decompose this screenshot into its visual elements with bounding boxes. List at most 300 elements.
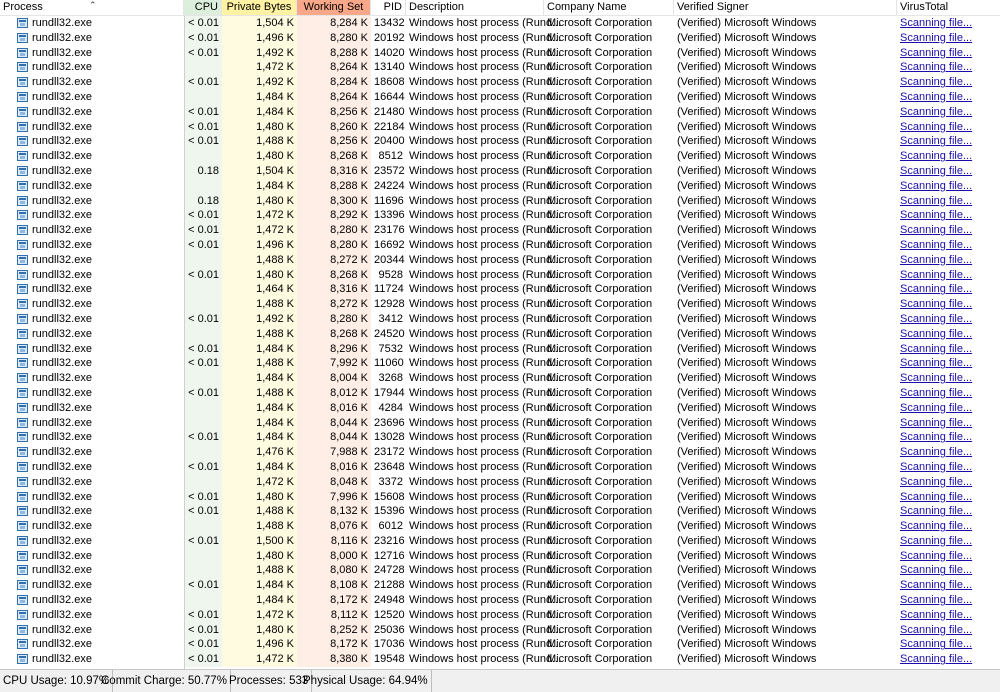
description-cell: Windows host process (Rund... — [409, 209, 562, 222]
description-cell: Windows host process (Rund... — [409, 327, 562, 340]
working-set-cell: 8,316 K — [297, 282, 371, 297]
private-bytes-cell: 1,476 K — [222, 445, 297, 460]
pid-cell: 14020 — [374, 46, 405, 59]
description-cell: Windows host process (Rund... — [409, 298, 562, 311]
working-set-cell: 8,268 K — [297, 149, 371, 164]
verified-signer-cell: (Verified) Microsoft Windows — [677, 653, 817, 666]
process-name-cell: rundll32.exe — [32, 268, 92, 281]
virustotal-cell — [897, 652, 1000, 667]
private-bytes-cell: 1,488 K — [222, 504, 297, 519]
private-bytes-cell: 1,484 K — [222, 90, 297, 105]
description-cell: Windows host process (Rund... — [409, 564, 562, 577]
pid-cell: 20192 — [374, 31, 405, 44]
virustotal-link[interactable]: Scanning file... — [900, 46, 973, 59]
virustotal-link[interactable]: Scanning file... — [900, 386, 973, 399]
private-bytes-cell: 1,480 K — [222, 194, 297, 209]
working-set-cell: 8,016 K — [297, 460, 371, 475]
table-row[interactable] — [0, 549, 1000, 564]
cpu-cell: < 0.01 — [184, 31, 222, 46]
working-set-cell: 8,132 K — [297, 504, 371, 519]
virustotal-link[interactable]: Scanning file... — [900, 268, 973, 281]
virustotal-cell — [897, 238, 1000, 253]
table-row[interactable] — [0, 31, 1000, 46]
table-row[interactable] — [0, 179, 1000, 194]
status-processes: Processes: 533 — [226, 670, 312, 692]
working-set-cell: 8,252 K — [297, 623, 371, 638]
cpu-cell — [184, 327, 222, 342]
private-bytes-cell: 1,484 K — [222, 179, 297, 194]
verified-signer-cell: (Verified) Microsoft Windows — [677, 209, 817, 222]
verified-signer-cell: (Verified) Microsoft Windows — [677, 431, 817, 444]
virustotal-link[interactable]: Scanning file... — [900, 608, 973, 621]
verified-signer-cell: (Verified) Microsoft Windows — [677, 105, 817, 118]
verified-signer-cell: (Verified) Microsoft Windows — [677, 357, 817, 370]
pid-cell: 17944 — [374, 386, 405, 399]
cpu-cell — [184, 519, 222, 534]
table-row[interactable] — [0, 401, 1000, 416]
description-cell: Windows host process (Rund... — [409, 342, 562, 355]
virustotal-link[interactable]: Scanning file... — [900, 460, 973, 473]
pid-cell: 25036 — [374, 623, 405, 636]
virustotal-link[interactable]: Scanning file... — [900, 238, 973, 251]
working-set-cell: 8,280 K — [297, 223, 371, 238]
private-bytes-cell: 1,480 K — [222, 490, 297, 505]
cpu-cell: < 0.01 — [184, 223, 222, 238]
working-set-cell: 8,256 K — [297, 134, 371, 149]
process-name-cell: rundll32.exe — [32, 638, 92, 651]
cpu-cell — [184, 445, 222, 460]
column-header-verified-signer[interactable]: Verified Signer — [674, 0, 897, 15]
cpu-cell: < 0.01 — [184, 578, 222, 593]
cpu-cell: < 0.01 — [184, 460, 222, 475]
table-row[interactable] — [0, 475, 1000, 490]
cpu-cell: < 0.01 — [184, 268, 222, 283]
description-cell: Windows host process (Rund... — [409, 46, 562, 59]
column-header-bar — [0, 0, 1000, 16]
private-bytes-cell: 1,472 K — [222, 475, 297, 490]
verified-signer-cell: (Verified) Microsoft Windows — [677, 386, 817, 399]
cpu-cell: < 0.01 — [184, 342, 222, 357]
pid-cell: 24948 — [374, 594, 405, 607]
working-set-cell: 8,256 K — [297, 105, 371, 120]
table-row[interactable] — [0, 652, 1000, 667]
cpu-cell: < 0.01 — [184, 534, 222, 549]
table-row[interactable] — [0, 312, 1000, 327]
table-row[interactable] — [0, 504, 1000, 519]
table-row[interactable] — [0, 46, 1000, 61]
virustotal-link[interactable]: Scanning file... — [900, 120, 973, 133]
virustotal-link[interactable]: Scanning file... — [900, 135, 973, 148]
private-bytes-cell: 1,488 K — [222, 356, 297, 371]
verified-signer-cell: (Verified) Microsoft Windows — [677, 312, 817, 325]
company-cell: Microsoft Corporation — [547, 298, 653, 311]
working-set-cell: 8,272 K — [297, 297, 371, 312]
working-set-cell: 8,296 K — [297, 342, 371, 357]
process-name-cell: rundll32.exe — [32, 490, 92, 503]
cpu-cell — [184, 593, 222, 608]
company-cell: Microsoft Corporation — [547, 549, 653, 562]
status-commit-charge: Commit Charge: 50.77% — [98, 670, 231, 692]
virustotal-link[interactable]: Scanning file... — [900, 534, 973, 547]
table-row[interactable] — [0, 608, 1000, 623]
company-cell: Microsoft Corporation — [547, 76, 653, 89]
process-name-cell: rundll32.exe — [32, 431, 92, 444]
working-set-cell: 8,116 K — [297, 534, 371, 549]
private-bytes-cell: 1,472 K — [222, 608, 297, 623]
company-cell: Microsoft Corporation — [547, 564, 653, 577]
virustotal-link[interactable]: Scanning file... — [900, 105, 973, 118]
table-row[interactable] — [0, 297, 1000, 312]
verified-signer-cell: (Verified) Microsoft Windows — [677, 475, 817, 488]
virustotal-link[interactable]: Scanning file... — [900, 327, 973, 340]
description-cell: Windows host process (Rund... — [409, 312, 562, 325]
description-cell: Windows host process (Rund... — [409, 490, 562, 503]
description-cell: Windows host process (Rund... — [409, 416, 562, 429]
process-name-cell: rundll32.exe — [32, 17, 92, 29]
private-bytes-cell: 1,504 K — [222, 16, 297, 31]
pid-cell: 23696 — [374, 416, 405, 429]
virustotal-cell — [897, 504, 1000, 519]
private-bytes-cell: 1,472 K — [222, 208, 297, 223]
process-name-cell: rundll32.exe — [32, 460, 92, 473]
status-bar — [0, 669, 1000, 692]
pid-cell: 16644 — [374, 90, 405, 103]
company-cell: Microsoft Corporation — [547, 638, 653, 651]
description-cell: Windows host process (Rund... — [409, 76, 562, 89]
table-row[interactable] — [0, 120, 1000, 135]
virustotal-link[interactable]: Scanning file... — [900, 209, 973, 222]
virustotal-cell — [897, 563, 1000, 578]
working-set-cell: 8,260 K — [297, 120, 371, 135]
virustotal-link[interactable]: Scanning file... — [900, 150, 973, 163]
pid-cell: 7532 — [378, 342, 403, 355]
private-bytes-cell: 1,488 K — [222, 519, 297, 534]
table-row[interactable] — [0, 623, 1000, 638]
verified-signer-cell: (Verified) Microsoft Windows — [677, 17, 817, 29]
description-cell: Windows host process (Rund... — [409, 17, 562, 29]
table-row[interactable] — [0, 430, 1000, 445]
virustotal-link[interactable]: Scanning file... — [900, 446, 973, 459]
working-set-cell: 8,108 K — [297, 578, 371, 593]
virustotal-link[interactable]: Scanning file... — [900, 564, 973, 577]
verified-signer-cell: (Verified) Microsoft Windows — [677, 120, 817, 133]
private-bytes-cell: 1,480 K — [222, 549, 297, 564]
table-row[interactable] — [0, 238, 1000, 253]
pid-cell: 23648 — [374, 460, 405, 473]
table-row[interactable] — [0, 519, 1000, 534]
company-cell: Microsoft Corporation — [547, 268, 653, 281]
description-cell: Windows host process (Rund... — [409, 505, 562, 518]
virustotal-link[interactable]: Scanning file... — [900, 416, 973, 429]
table-row[interactable] — [0, 149, 1000, 164]
process-name-cell: rundll32.exe — [32, 61, 92, 74]
table-row[interactable] — [0, 134, 1000, 149]
description-cell: Windows host process (Rund... — [409, 446, 562, 459]
process-name-cell: rundll32.exe — [32, 623, 92, 636]
virustotal-link[interactable]: Scanning file... — [900, 490, 973, 503]
process-name-cell: rundll32.exe — [32, 209, 92, 222]
column-header-virustotal[interactable]: VirusTotal — [900, 1, 949, 13]
pid-cell: 11060 — [374, 357, 404, 370]
pid-cell: 6012 — [378, 520, 403, 533]
process-name-cell: rundll32.exe — [32, 120, 92, 133]
company-cell: Microsoft Corporation — [547, 135, 653, 148]
table-row[interactable] — [0, 386, 1000, 401]
private-bytes-cell: 1,496 K — [222, 637, 297, 652]
table-row[interactable] — [0, 268, 1000, 283]
cpu-cell — [184, 401, 222, 416]
pid-cell: 18608 — [374, 76, 405, 89]
verified-signer-cell: (Verified) Microsoft Windows — [677, 564, 817, 577]
virustotal-link[interactable]: Scanning file... — [900, 179, 973, 192]
virustotal-link[interactable]: Scanning file... — [900, 431, 973, 444]
pid-cell: 17036 — [374, 638, 405, 651]
pid-cell: 24224 — [374, 179, 405, 192]
company-cell: Microsoft Corporation — [547, 105, 653, 118]
virustotal-cell — [897, 194, 1000, 209]
virustotal-link[interactable]: Scanning file... — [900, 312, 973, 325]
working-set-cell: 8,012 K — [297, 386, 371, 401]
table-row[interactable] — [0, 223, 1000, 238]
cpu-cell — [184, 90, 222, 105]
table-row[interactable] — [0, 637, 1000, 652]
process-name-cell: rundll32.exe — [32, 283, 92, 296]
cpu-cell: < 0.01 — [184, 430, 222, 445]
table-row[interactable] — [0, 534, 1000, 549]
description-cell: Windows host process (Rund... — [409, 120, 562, 133]
column-header-private-bytes[interactable]: Private Bytes — [222, 0, 297, 15]
table-row[interactable] — [0, 460, 1000, 475]
cpu-cell: < 0.01 — [184, 134, 222, 149]
private-bytes-cell: 1,488 K — [222, 386, 297, 401]
process-name-cell: rundll32.exe — [32, 446, 92, 459]
pid-cell: 21480 — [374, 105, 405, 118]
table-row[interactable] — [0, 194, 1000, 209]
table-row[interactable] — [0, 282, 1000, 297]
working-set-cell: 8,280 K — [297, 31, 371, 46]
status-physical-usage: Physical Usage: 64.94% — [300, 670, 432, 692]
description-cell: Windows host process (Rund... — [409, 638, 562, 651]
verified-signer-cell: (Verified) Microsoft Windows — [677, 238, 817, 251]
virustotal-link[interactable]: Scanning file... — [900, 61, 973, 74]
company-cell: Microsoft Corporation — [547, 164, 653, 177]
process-name-cell: rundll32.exe — [32, 653, 92, 666]
cpu-cell: < 0.01 — [184, 208, 222, 223]
private-bytes-cell: 1,484 K — [222, 593, 297, 608]
virustotal-cell — [897, 105, 1000, 120]
virustotal-link[interactable]: Scanning file... — [900, 224, 973, 237]
company-cell: Microsoft Corporation — [547, 194, 653, 207]
company-cell: Microsoft Corporation — [547, 579, 653, 592]
table-row[interactable] — [0, 16, 1000, 31]
virustotal-cell — [897, 134, 1000, 149]
virustotal-cell — [897, 46, 1000, 61]
status-cpu-usage: CPU Usage: 10.97% — [0, 670, 113, 692]
virustotal-link[interactable]: Scanning file... — [900, 372, 973, 385]
virustotal-link[interactable]: Scanning file... — [900, 31, 973, 44]
cpu-cell: < 0.01 — [184, 623, 222, 638]
company-cell: Microsoft Corporation — [547, 401, 653, 414]
virustotal-link[interactable]: Scanning file... — [900, 194, 973, 207]
process-name-cell: rundll32.exe — [32, 90, 92, 103]
column-header-working-set[interactable]: Working Set — [297, 0, 371, 15]
verified-signer-cell: (Verified) Microsoft Windows — [677, 61, 817, 74]
process-name-cell: rundll32.exe — [32, 253, 92, 266]
column-header-company[interactable]: Company Name — [544, 0, 674, 15]
verified-signer-cell: (Verified) Microsoft Windows — [677, 416, 817, 429]
table-row[interactable] — [0, 60, 1000, 75]
table-row[interactable] — [0, 563, 1000, 578]
virustotal-link[interactable]: Scanning file... — [900, 638, 973, 651]
company-cell: Microsoft Corporation — [547, 61, 653, 74]
private-bytes-cell: 1,472 K — [222, 223, 297, 238]
private-bytes-cell: 1,484 K — [222, 416, 297, 431]
pid-cell: 23572 — [374, 164, 405, 177]
working-set-cell: 8,076 K — [297, 519, 371, 534]
virustotal-cell — [897, 475, 1000, 490]
virustotal-link[interactable]: Scanning file... — [900, 298, 973, 311]
pid-cell: 13432 — [374, 17, 405, 29]
cpu-cell: < 0.01 — [184, 312, 222, 327]
pid-cell: 13028 — [374, 431, 405, 444]
cpu-cell — [184, 549, 222, 564]
description-cell: Windows host process (Rund... — [409, 164, 562, 177]
column-header-description[interactable]: Description — [406, 0, 544, 15]
process-name-cell: rundll32.exe — [32, 608, 92, 621]
company-cell: Microsoft Corporation — [547, 431, 653, 444]
virustotal-link[interactable]: Scanning file... — [900, 357, 973, 370]
description-cell: Windows host process (Rund... — [409, 105, 562, 118]
description-cell: Windows host process (Rund... — [409, 475, 562, 488]
company-cell: Microsoft Corporation — [547, 342, 653, 355]
virustotal-link[interactable]: Scanning file... — [900, 283, 973, 296]
table-row[interactable] — [0, 327, 1000, 342]
virustotal-link[interactable]: Scanning file... — [900, 475, 973, 488]
process-name-cell: rundll32.exe — [32, 194, 92, 207]
process-name-cell: rundll32.exe — [32, 224, 92, 237]
table-row[interactable] — [0, 356, 1000, 371]
table-row[interactable] — [0, 105, 1000, 120]
process-name-cell: rundll32.exe — [32, 520, 92, 533]
virustotal-link[interactable]: Scanning file... — [900, 520, 973, 533]
virustotal-cell — [897, 490, 1000, 505]
table-row[interactable] — [0, 253, 1000, 268]
working-set-cell: 8,044 K — [297, 430, 371, 445]
sort-up-icon: ⌃ — [89, 0, 97, 10]
virustotal-link[interactable]: Scanning file... — [900, 623, 973, 636]
table-row[interactable] — [0, 371, 1000, 386]
company-cell: Microsoft Corporation — [547, 446, 653, 459]
virustotal-link[interactable]: Scanning file... — [900, 653, 973, 666]
pid-cell: 23176 — [374, 224, 405, 237]
company-cell: Microsoft Corporation — [547, 238, 653, 251]
company-cell: Microsoft Corporation — [547, 475, 653, 488]
private-bytes-cell: 1,488 K — [222, 297, 297, 312]
table-row[interactable] — [0, 593, 1000, 608]
column-header-pid[interactable]: PID — [371, 0, 406, 15]
working-set-cell: 8,272 K — [297, 253, 371, 268]
cpu-cell: < 0.01 — [184, 608, 222, 623]
virustotal-cell — [897, 386, 1000, 401]
pid-cell: 19548 — [374, 653, 405, 666]
private-bytes-cell: 1,484 K — [222, 371, 297, 386]
virustotal-link[interactable]: Scanning file... — [900, 164, 973, 177]
virustotal-link[interactable]: Scanning file... — [900, 594, 973, 607]
virustotal-link[interactable]: Scanning file... — [900, 401, 973, 414]
virustotal-cell — [897, 445, 1000, 460]
cpu-cell — [184, 179, 222, 194]
working-set-cell: 8,000 K — [297, 549, 371, 564]
verified-signer-cell: (Verified) Microsoft Windows — [677, 46, 817, 59]
column-header-cpu[interactable]: CPU — [184, 0, 222, 15]
pid-cell: 11724 — [374, 283, 404, 296]
virustotal-link[interactable]: Scanning file... — [900, 342, 973, 355]
table-row[interactable] — [0, 164, 1000, 179]
cpu-cell: < 0.01 — [184, 356, 222, 371]
table-row[interactable] — [0, 445, 1000, 460]
working-set-cell: 8,316 K — [297, 164, 371, 179]
virustotal-cell — [897, 120, 1000, 135]
working-set-cell: 8,004 K — [297, 371, 371, 386]
process-name-cell: rundll32.exe — [32, 46, 92, 59]
private-bytes-cell: 1,488 K — [222, 327, 297, 342]
column-header-process[interactable]: Process ⌃ — [0, 0, 184, 15]
description-cell: Windows host process (Rund... — [409, 135, 562, 148]
virustotal-link[interactable]: Scanning file... — [900, 549, 973, 562]
verified-signer-cell: (Verified) Microsoft Windows — [677, 490, 817, 503]
table-row[interactable] — [0, 342, 1000, 357]
table-row[interactable] — [0, 490, 1000, 505]
process-name-cell: rundll32.exe — [32, 135, 92, 148]
virustotal-link[interactable]: Scanning file... — [900, 579, 973, 592]
process-name-cell: rundll32.exe — [32, 238, 92, 251]
process-name-cell: rundll32.exe — [32, 31, 92, 44]
virustotal-cell — [897, 578, 1000, 593]
table-row[interactable] — [0, 416, 1000, 431]
process-name-cell: rundll32.exe — [32, 475, 92, 488]
virustotal-link[interactable]: Scanning file... — [900, 253, 973, 266]
process-name-cell: rundll32.exe — [32, 105, 92, 118]
table-row[interactable] — [0, 90, 1000, 105]
verified-signer-cell: (Verified) Microsoft Windows — [677, 638, 817, 651]
virustotal-cell — [897, 208, 1000, 223]
description-cell: Windows host process (Rund... — [409, 608, 562, 621]
verified-signer-cell: (Verified) Microsoft Windows — [677, 579, 817, 592]
virustotal-cell — [897, 623, 1000, 638]
process-name-cell: rundll32.exe — [32, 534, 92, 547]
cpu-cell: < 0.01 — [184, 75, 222, 90]
virustotal-cell — [897, 31, 1000, 46]
private-bytes-cell: 1,484 K — [222, 401, 297, 416]
virustotal-link[interactable]: Scanning file... — [900, 76, 973, 89]
private-bytes-cell: 1,492 K — [222, 46, 297, 61]
virustotal-cell — [897, 371, 1000, 386]
virustotal-link[interactable]: Scanning file... — [900, 17, 973, 29]
verified-signer-cell: (Verified) Microsoft Windows — [677, 253, 817, 266]
virustotal-link[interactable]: Scanning file... — [900, 505, 973, 518]
table-row[interactable] — [0, 208, 1000, 223]
private-bytes-cell: 1,472 K — [222, 652, 297, 667]
cpu-cell: < 0.01 — [184, 120, 222, 135]
table-row[interactable] — [0, 75, 1000, 90]
description-cell: Windows host process (Rund... — [409, 61, 562, 74]
virustotal-cell — [897, 460, 1000, 475]
company-cell: Microsoft Corporation — [547, 372, 653, 385]
verified-signer-cell: (Verified) Microsoft Windows — [677, 623, 817, 636]
verified-signer-cell: (Verified) Microsoft Windows — [677, 90, 817, 103]
virustotal-link[interactable]: Scanning file... — [900, 90, 973, 103]
table-row[interactable] — [0, 578, 1000, 593]
